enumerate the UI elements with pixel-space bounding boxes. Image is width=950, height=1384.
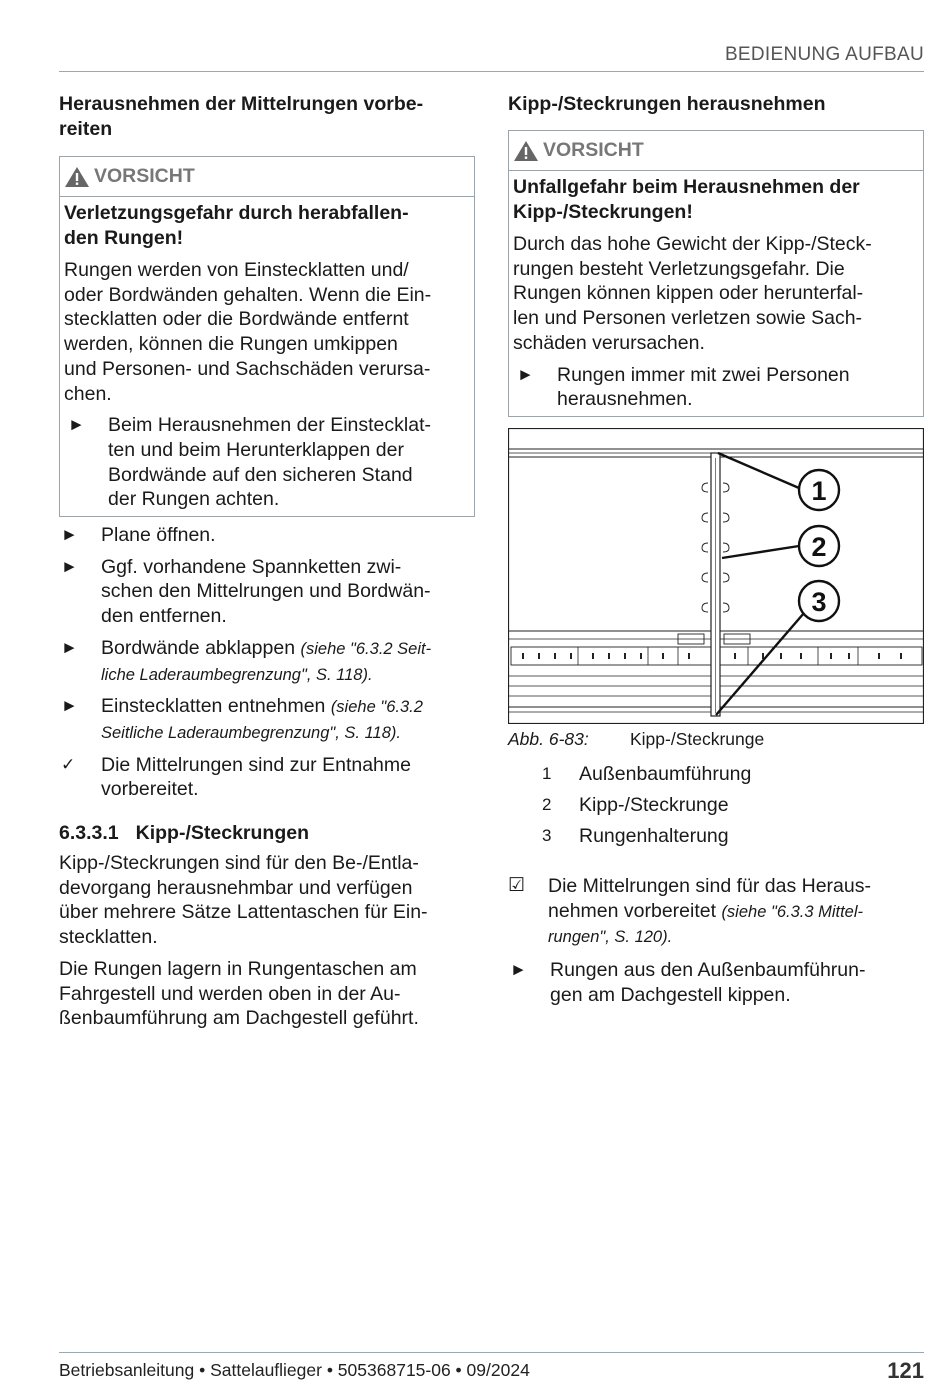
- figure-legend: [508, 762, 924, 848]
- caution-label: VORSICHT: [94, 165, 195, 187]
- page-number: 121: [887, 1358, 924, 1383]
- caution-step: ► Rungen immer mit zwei Personen herausnehmen.: [513, 363, 919, 412]
- cross-reference-link[interactable]: (siehe "6.3.3 Mittel- rungen", S. 120).: [548, 902, 864, 947]
- legend-item: 3 Rungenhalterung: [542, 824, 729, 847]
- arrow-marker-icon: ►: [510, 960, 527, 980]
- checkbox-checked-icon: ☑: [508, 874, 526, 896]
- callout-1: 1: [811, 475, 827, 506]
- arrow-marker-icon: ►: [61, 637, 78, 657]
- arrow-marker-icon: ►: [61, 696, 78, 716]
- paragraph: Kipp-/Steckrungen sind für den Be-/Entla- devorgang herausnehmbar und verfügen über mehrere Sätze Lattentaschen für Ein- stecklatten.: [59, 852, 428, 949]
- left-heading: Herausnehmen der Mittelrungen vorbe- reiten: [59, 93, 424, 140]
- caption-label: Abb. 6-83:: [508, 728, 589, 749]
- callout-2: 2: [811, 531, 827, 562]
- list-item: ► Einstecklatten entnehmen (siehe "6.3.2 Seitliche Laderaumbegrenzung", S. 118).: [59, 694, 475, 745]
- step-list: [59, 523, 475, 802]
- list-item: ► Ggf. vorhandene Spannketten zwi- schen den Mittelrungen und Bordwän- den entfernen.: [61, 555, 431, 628]
- checkmark-icon: ✓: [61, 754, 76, 774]
- list-item: ► Rungen aus den Außenbaumführun- gen am Dachgestell kippen.: [510, 959, 866, 1006]
- caution-text: Rungen werden von Einstecklatten und/ oder Bordwänden gehalten. Wenn die Ein- stecklatten oder die Bordwände entfernt werden, können die Rungen umkippen und Personen- und Sachschäden verursa- chen.: [64, 259, 432, 405]
- footer-text: Betriebsanleitung • Sattelauflieger • 505368715-06 • 09/2024: [59, 1360, 530, 1380]
- caution-box-right: [508, 130, 924, 417]
- running-header: BEDIENUNG AUFBAU: [724, 44, 924, 65]
- caution-box-left: [59, 156, 475, 517]
- footer-divider: [59, 1352, 924, 1353]
- arrow-marker-icon: ►: [68, 415, 85, 435]
- caution-title: Unfallgefahr beim Herausnehmen der Kipp-/Steckrungen!: [513, 176, 860, 223]
- list-item: ► Plane öffnen.: [61, 524, 216, 547]
- legend-item: 2 Kipp-/Steckrunge: [542, 793, 729, 816]
- result-item: ☑ Die Mittelrungen sind für das Heraus- nehmen vorbereitet (siehe "6.3.3 Mittel- rungen", S. 120).: [508, 874, 924, 950]
- cross-reference-link[interactable]: (siehe "6.3.2 Seit- liche Laderaumbegrenzung", S. 118).: [101, 639, 432, 684]
- list-item: ► Bordwände abklappen (siehe "6.3.2 Seit- liche Laderaumbegrenzung", S. 118).: [59, 636, 475, 687]
- right-heading: Kipp-/Steckrungen herausnehmen: [508, 93, 826, 115]
- right-column: [508, 92, 924, 1007]
- legend-item: 1 Außenbaumführung: [542, 762, 752, 785]
- caution-text: Durch das hohe Gewicht der Kipp-/Steck- rungen besteht Verletzungsgefahr. Die Rungen können kippen oder herunterfal- len und Personen verletzen sowie Sach- schäden verursachen.: [513, 233, 872, 354]
- header-divider: [59, 71, 924, 72]
- caution-header: [60, 157, 474, 197]
- subsection-heading: 6.3.3.1 Kipp-/Steckrungen: [59, 822, 309, 845]
- arrow-marker-icon: ►: [517, 364, 534, 384]
- caption-text: Kipp-/Steckrunge: [630, 728, 765, 749]
- warning-icon: [64, 166, 90, 188]
- paragraph: Die Rungen lagern in Rungentaschen am Fahrgestell und werden oben in der Au- ßenbaumführung am Dachgestell geführt.: [59, 957, 419, 1030]
- figure-caption: [508, 728, 924, 750]
- arrow-marker-icon: ►: [61, 556, 78, 576]
- caution-step: ► Beim Herausnehmen der Einstecklat- ten und beim Herunterklappen der Bordwände auf den sicheren Stand der Rungen achten.: [64, 413, 470, 512]
- cross-reference-link[interactable]: (siehe "6.3.2 Seitliche Laderaumbegrenzung", S. 118).: [101, 698, 423, 742]
- list-item: ✓ Die Mittelrungen sind zur Entnahme vorbereitet.: [61, 753, 411, 801]
- callout-3: 3: [811, 586, 827, 617]
- arrow-marker-icon: ►: [61, 525, 78, 545]
- caution-label: VORSICHT: [543, 139, 644, 161]
- caution-title: Verletzungsgefahr durch herabfallen- den Rungen!: [64, 202, 409, 249]
- caution-header: [509, 131, 923, 171]
- stake-figure: [508, 428, 924, 724]
- warning-icon: [513, 140, 539, 162]
- left-column: [59, 92, 475, 1031]
